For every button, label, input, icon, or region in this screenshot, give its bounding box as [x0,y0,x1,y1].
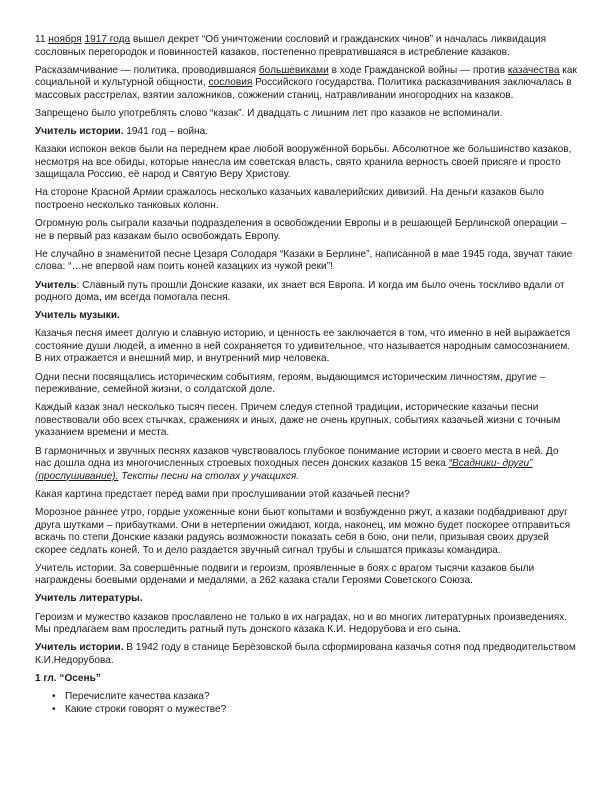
list-item: • Перечислите качества казака? [52,691,210,703]
paragraph-harmonious-songs: В гармоничных и звучных песнях казаков чувствовалось глубокое понимание истории и своего места в ней. До нас дошла одна из многочисленных строевых походных песен донских казаков 15 века “Всадники- други” (прослушивание). Тексты песни на столах у учащихся. [35,445,559,482]
paragraph-history-teacher-1941: Учитель истории. 1941 год – война. [35,126,209,138]
paragraph-question-picture: Какая картина предстает перед вами при прослушивании этой казачьей песни? [35,488,410,500]
paragraph-heroes-soviet-union: Учитель истории. За совершённые подвиги и героизм, проявленные в боях с врагом тысячи казаков были награждены боевыми орденами и медалями, а 262 казака стали Героями Советского Союза. [35,562,535,587]
paragraph-cossack-song-history: Казачья песня имеет долгую и славную историю, и ценность ее заключается в том, что именно в ней выражается состояние души людей, а именно в ней сохраняется то удивительное, что называется народным самосознанием. В них отражается и внешний мир, и внутренний мир человека. [35,328,571,365]
link-1917[interactable]: 1917 года [84,34,131,45]
speaker-label: Учитель истории. [35,642,124,654]
paragraph-decossackization: Расказамчивание — политика, проводившаяся большевиками в ходе Гражданской войны — против казачества как социальной и культурной общности, сословия Российского государства. Политика расказачивания заключалась в массовых расстрелах, взятии заложников, сожжении станиц, натравливании иногородних на казаков. [35,64,577,101]
link-cossacks[interactable]: казачества [507,64,560,76]
paragraph-cossacks-frontline: Казаки испокон веков были на переднем крае любой вооружённой борьбы. Абсолютное же большинство казаков, несмотря на все обиды, которые нанесла им советская власть, свято хранила верность своей присяге и просто защищала Россию, её народ и Святую Веру Христову. [35,144,572,181]
question-list [35,691,577,716]
paragraph-red-army: На стороне Красной Армии сражалось несколько казачьих кавалерийских дивизий. На деньги казаков было построено несколько танковых колонн. [35,187,545,212]
paragraph-thousands-songs: Каждый казак знал несколько тысяч песен. Причем следуя степной традиции, исторические казачьи песни повествовали обо всех стычках, сражениях и иных, даже не очень крупных, событиях казачьей жизни с точным указанием времени и места. [35,402,561,439]
paragraph-teacher-song: Учитель: Славный путь прошли Донские казаки, их знает вся Европа. И когда им было очень тоскливо вдали от родного дома, им всегда помогала песня. [35,279,565,304]
paragraph-song-topics: Одни песни посвящались историческим событиям, героям, выдающимся историческим личностям, другие – переживание, семейной жизни, о солдатской доле. [35,371,546,396]
link-november[interactable]: ноября [48,34,82,45]
paragraph-europe-liberation: Огромную роль сыграли казачьи подразделения в освобождении Европы и в решающей Берлинской операции – не в первый раз казакам было освобождать Европу. [35,218,567,242]
paragraph-heroism-literature: Героизм и мужество казаков прославлено не только в их наградах, но и во многих литературных произведениях. Мы предлагаем вам проследить ратный путь донского казака К.И. Недорубова и его сына. [35,611,568,636]
heading-music-teacher: Учитель музыки. [35,310,120,322]
paragraph-forbidden-word: Запрещено было употреблять слово “казак”. И двадцать с лишним лет про казаков не вспоминали. [35,107,503,119]
paragraph-song-berlin: Не случайно в знаменитой песне Цезаря Солодаря “Казаки в Берлине”, написанной в мае 1945 года, звучат такие слова: “…не впервой нам поить коней казацких из чужой реки”! [35,248,573,273]
link-bolsheviks[interactable]: большевиками [258,64,329,76]
link-estate[interactable]: сословия [208,77,253,89]
bullet-icon: • [52,703,56,715]
list-item: • Какие строки говорят о мужестве? [52,703,227,715]
heading-literature-teacher: Учитель литературы. [35,593,143,605]
link-song-vsadniki[interactable]: “Всадники- други” (прослушивание). [35,458,533,482]
heading-chapter-autumn: 1 гл. “Осень” [35,672,101,684]
bullet-icon: • [52,691,56,703]
top-margin [35,0,577,34]
speaker-label: Учитель истории. [35,126,124,138]
speaker-label: Учитель [35,279,77,291]
paragraph-1942-sotnya: Учитель истории. В 1942 году в станице Берёзовской была сформирована казачья сотня под предводительством К.И.Недорубова. [35,642,576,666]
paragraph-decree: 11 ноября 1917 года вышел декрет “Об уничтожении сословий и гражданских чинов” и началась ликвидация сословных перегородок и повинностей казаков, постепенно превратившаяся в истребление казаков. [35,34,547,58]
paragraph-frosty-morning: Морозное раннее утро, гордые ухоженные кони бьют копытами и возбужденно ржут, а казаки подбадривают друг друга шутками – прибаутками. Они в нетерпении ожидают, когда, наконец, им можно будет поскорее отправиться вскачь по степи Донские казаки радуясь возможности показать себя в бою, они пели, призывая своих друзей скорее седлать коней. То и дело раздается звучный сигнал трубы и слышатся приказы командира. [35,506,571,556]
